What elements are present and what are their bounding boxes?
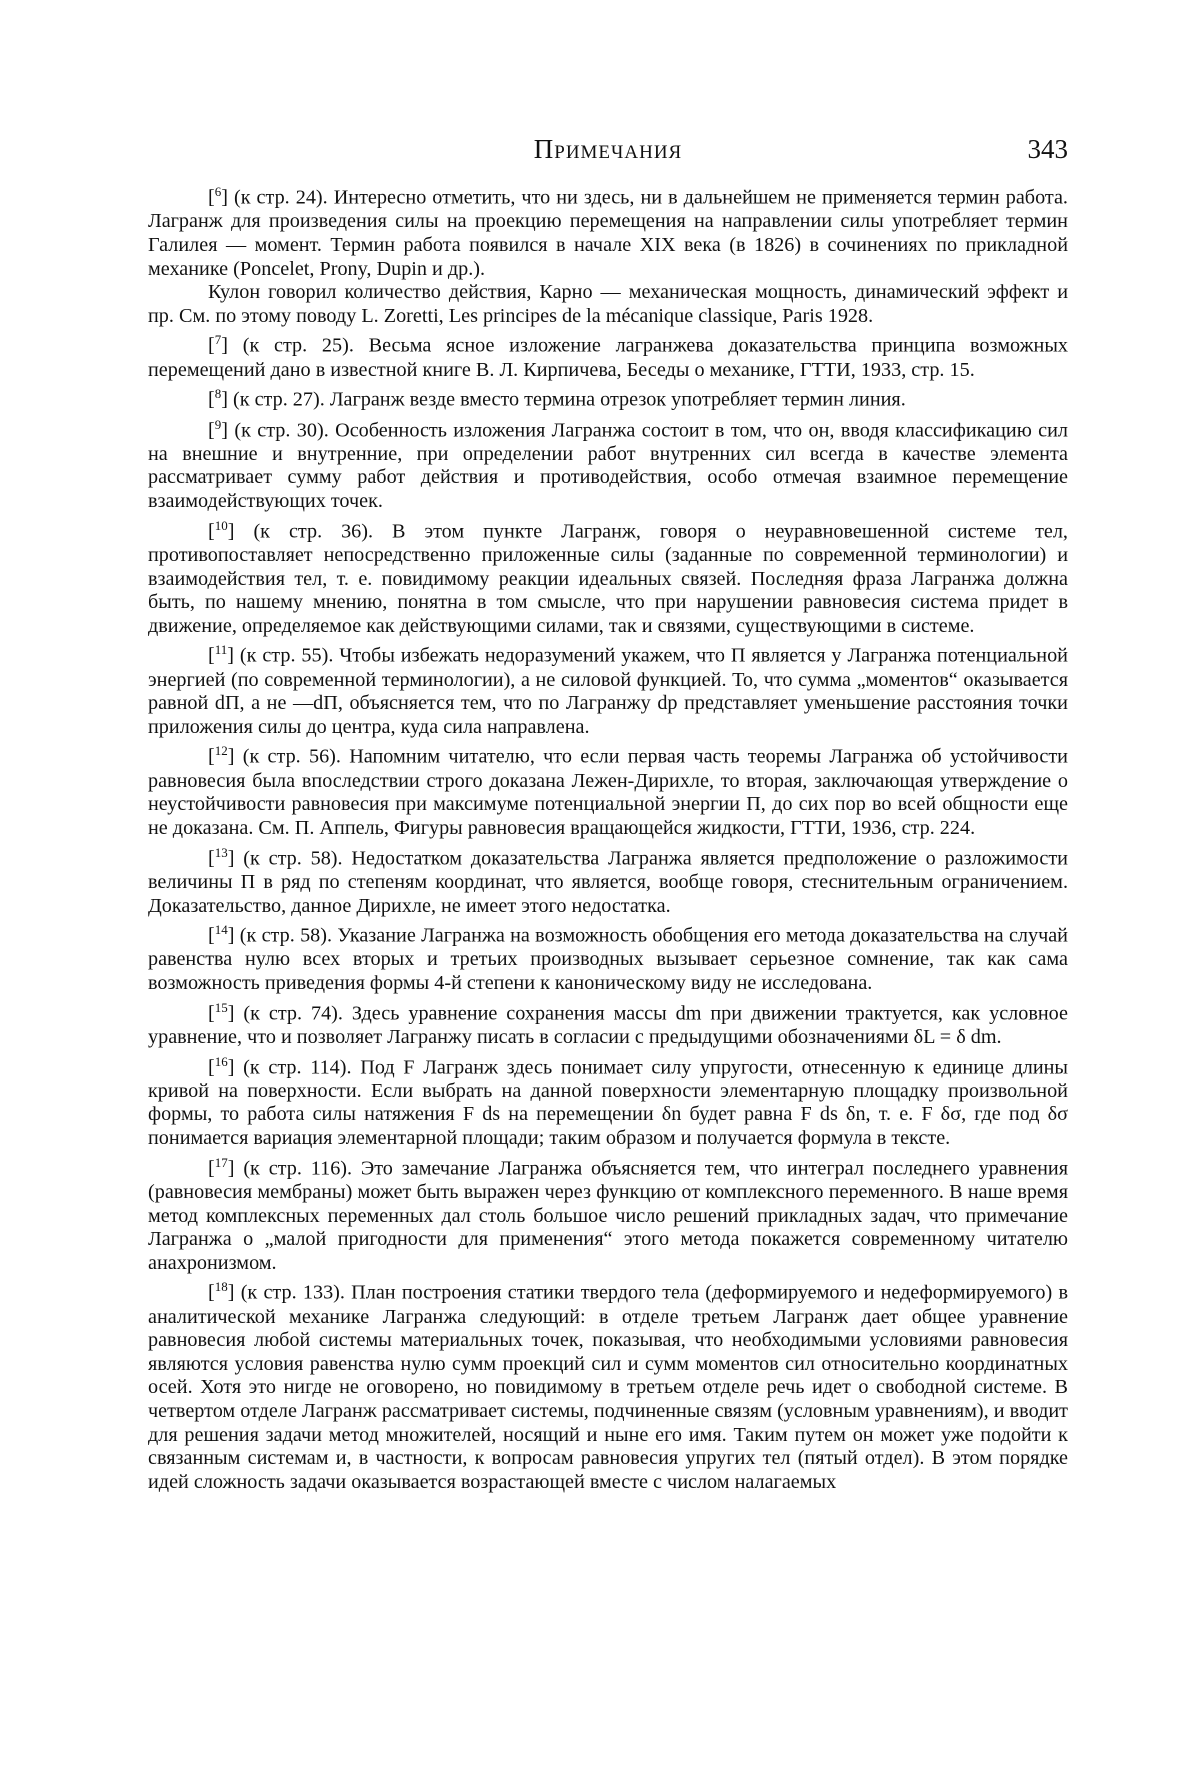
note-number: 15 bbox=[214, 999, 228, 1015]
running-title: Примечания bbox=[533, 134, 683, 164]
note-16: [$^{16}$] (к стр. 114). Под F Лагранж здесь понимает силу упругости, отнесенную к единице длины кривой на поверхности. Если выбрать на данной поверхности элементарную площадку произвольной формы, то работа силы натяжения F ds на перемещении δn будет равна F ds δn, т. е. F δσ, где под δσ понимается вариация элементарной площади; таким образом и получается формула в тексте. bbox=[148, 1053, 1068, 1150]
page bbox=[148, 120, 1068, 1494]
note-number: 8 bbox=[214, 386, 222, 402]
note-number: 13 bbox=[214, 844, 228, 860]
note-text: (к стр. 36). В этом пункте Лагранж, говоря о неуравновешенной системе тел, противопоставляет непосредственно приложенные силы (заданные по современной терминологии) и взаимодействия тел, т. е. повидимому реакции идеальных связей. Последняя фраза Лагранжа должна быть, по нашему мнению, понятна в том смысле, что при нарушении равновесия система придет в движение, определяемое как действующими силами, так и связями, существующими в системе. bbox=[148, 520, 1068, 637]
note-11: [$^{11}$] (к стр. 55). Чтобы избежать недоразумений укажем, что П является у Лагранжа потенциальной энергией (по современной терминологии), а не силовой функцией. То, что сумма „моментов“ оказывается равной dП, а не —dП, объясняется тем, что по Лагранжу dp представляет уменьшение расстояния точки приложения силы до центра, куда сила направлена. bbox=[148, 642, 1068, 738]
note-12: [$^{12}$] (к стр. 56). Напомним читателю, что если первая часть теоремы Лагранжа об устойчивости равновесия была впоследствии строго доказана Лежен-Дирихле, то вторая, заключающая утверждение о неустойчивости равновесия при максимуме потенциальной энергии П, до сих пор во всей общности еще не доказана. См. П. Аппель, Фигуры равновесия вращающейся жидкости, ГТТИ, 1936, стр. 224. bbox=[148, 743, 1068, 839]
note-number: 9 bbox=[214, 416, 222, 432]
note-7: [$^7$] (к стр. 25). Весьма ясное изложение лагранжева доказательства принципа возможных перемещений дано в известной книге В. Л. Кирпичева, Беседы о механике, ГТТИ, 1933, стр. 15. bbox=[148, 332, 1068, 381]
note-15: [$^{15}$] (к стр. 74). Здесь уравнение сохранения массы dm при движении трактуется, как условное уравнение, что и позволяет Лагранжу писать в согласии с предыдущими обозначениями δL = δ dm. bbox=[148, 999, 1068, 1048]
page-number: 343 bbox=[1027, 134, 1068, 164]
page-header bbox=[148, 120, 1068, 164]
note-14: [$^{14}$] (к стр. 58). Указание Лагранжа на возможность обобщения его метода доказательства на случай равенства нулю всех вторых и третьих производных вызывает серьезное сомнение, так как сама возможность приведения формы 4-й степени к каноническому виду не исследована. bbox=[148, 922, 1068, 995]
note-text: (к стр. 74). Здесь уравнение сохранения массы dm при движении трактуется, как условное уравнение, что и позволяет Лагранжу писать в согласии с предыдущими обозначениями δL = δ dm. bbox=[148, 1002, 1068, 1048]
note-17: [$^{17}$] (к стр. 116). Это замечание Лагранжа объясняется тем, что интеграл последнего уравнения (равновесия мембраны) может быть выражен через функцию от комплексного переменного. В наше время метод комплексных переменных дал столь большое число решений прикладных задач, что примечание Лагранжа о „малой пригодности для применения“ этого метода покажется современному читателю анахронизмом. bbox=[148, 1154, 1068, 1274]
note-8: [$^8$] (к стр. 27). Лагранж везде вместо термина отрезок употребляет термин линия. bbox=[208, 386, 906, 411]
note-text: (к стр. 133). План построения статики твердого тела (деформируемого и недеформируемого) в аналитической механике Лагранжа следующий: в отделе третьем Лагранж дает общее уравнение равновесия любой системы материальных точек, показывая, что необходимыми условиями равновесия являются условия равенства нулю сумм проекций сил и сумм моментов сил относительно координатных осей. Хотя это нигде не оговорено, но повидимому в третьем отделе речь идет о свободной системе. В четвертом отделе Лагранж рассматривает системы, подчиненные связям (условным уравнениям), и вводит для решения задачи метод множителей, носящий и ныне его имя. Таким путем он может уже подойти к связанным системам и, в частности, к вопросам равновесия упругих тел (пятый отдел). В этом порядке идей сложность задачи оказывается возрастающей вместе с числом налагаемых bbox=[148, 1282, 1068, 1493]
notes-list bbox=[148, 180, 1068, 1494]
note-text: Кулон говорил количество действия, Карно — механическая мощность, динамический эффект и пр. См. по этому поводу L. Zoretti, Les principes de la mécanique classique, Paris 1928. bbox=[148, 281, 1068, 327]
note-text: (к стр. 56). Напомним читателю, что если первая часть теоремы Лагранжа об устойчивости равновесия была впоследствии строго доказана Лежен-Дирихле, то вторая, заключающая утверждение о неустойчивости равновесия при максимуме потенциальной энергии П, до сих пор во всей общности еще не доказана. См. П. Аппель, Фигуры равновесия вращающейся жидкости, ГТТИ, 1936, стр. 224. bbox=[148, 746, 1068, 839]
note-number: 6 bbox=[214, 184, 222, 199]
note-number: 17 bbox=[214, 1154, 228, 1170]
note-number: 10 bbox=[214, 517, 228, 533]
note-text: (к стр. 55). Чтобы избежать недоразумений укажем, что П является у Лагранжа потенциальной энергией (по современной терминологии), а не силовой функцией. То, что сумма „моментов“ оказывается равной dП, а не —dП, объясняется тем, что по Лагранжу dp представляет уменьшение расстояния точки приложения силы до центра, куда сила направлена. bbox=[148, 645, 1068, 738]
note-number: 18 bbox=[214, 1279, 228, 1295]
note-number: 11 bbox=[214, 642, 228, 658]
note-text: (к стр. 58). Недостатком доказательства Лагранжа является предположение о разложимости величины П в ряд по степеням координат, что является, вообще говоря, стеснительным ограничением. Доказательство, данное Дирихле, не имеет этого недостатка. bbox=[148, 847, 1068, 917]
note-text: (к стр. 25). Весьма ясное изложение лагранжева доказательства принципа возможных перемещений дано в известной книге В. Л. Кирпичева, Беседы о механике, ГТТИ, 1933, стр. 15. bbox=[148, 335, 1068, 381]
note-6-continued bbox=[148, 281, 1068, 328]
note-number: 14 bbox=[214, 922, 228, 938]
note-text: (к стр. 24). Интересно отметить, что ни здесь, ни в дальнейшем не применяется термин работа. Лагранж для произведения силы на проекцию перемещения на направлении силы употребляет термин Галилея — момент. Термин работа появился в начале XIX века (в 1826) в сочинениях по прикладной механике (Poncelet, Prony, Dupin и др.). bbox=[148, 186, 1068, 280]
note-6: [$^6$] (к стр. 24). Интересно отметить, что ни здесь, ни в дальнейшем не применяется термин работа. Лагранж для произведения силы на проекцию перемещения на направлении силы употребляет термин Галилея — момент. Термин работа появился в начале XIX века (в 1826) в сочинениях по прикладной механике (Poncelet, Prony, Dupin и др.). bbox=[148, 184, 1068, 280]
note-10: [$^{10}$] (к стр. 36). В этом пункте Лагранж, говоря о неуравновешенной системе тел, противопоставляет непосредственно приложенные силы (заданные по современной терминологии) и взаимодействия тел, т. е. повидимому реакции идеальных связей. Последняя фраза Лагранжа должна быть, по нашему мнению, понятна в том смысле, что при нарушении равновесия система придет в движение, определяемое как действующими силами, так и связями, существующими в системе. bbox=[148, 517, 1068, 637]
note-number: 7 bbox=[214, 332, 222, 348]
note-text: (к стр. 114). Под F Лагранж здесь понимает силу упругости, отнесенную к единице длины кривой на поверхности. Если выбрать на данной поверхности элементарную площадку произвольной формы, то работа силы натяжения F ds на перемещении δn будет равна F ds δn, т. е. F δσ, где под δσ понимается вариация элементарной площади; таким образом и получается формула в тексте. bbox=[148, 1056, 1068, 1150]
note-18: [$^{18}$] (к стр. 133). План построения статики твердого тела (деформируемого и недеформируемого) в аналитической механике Лагранжа следующий: в отделе третьем Лагранж дает общее уравнение равновесия любой системы материальных точек, показывая, что необходимыми условиями равновесия являются условия равенства нулю сумм проекций сил и сумм моментов сил относительно координатных осей. Хотя это нигде не оговорено, но повидимому в третьем отделе речь идет о свободной системе. В четвертом отделе Лагранж рассматривает системы, подчиненные связям (условным уравнениям), и вводит для решения задачи метод множителей, носящий и ныне его имя. Таким путем он может уже подойти к связанным системам и, в частности, к вопросам равновесия упругих тел (пятый отдел). В этом порядке идей сложность задачи оказывается возрастающей вместе с числом налагаемых bbox=[148, 1279, 1068, 1493]
note-text: (к стр. 27). Лагранж везде вместо термина отрезок употребляет термин линия. bbox=[233, 388, 906, 411]
note-13: [$^{13}$] (к стр. 58). Недостатком доказательства Лагранжа является предположение о разложимости величины П в ряд по степеням координат, что является, вообще говоря, стеснительным ограничением. Доказательство, данное Дирихле, не имеет этого недостатка. bbox=[148, 844, 1068, 917]
note-text: (к стр. 116). Это замечание Лагранжа объясняется тем, что интеграл последнего уравнения (равновесия мембраны) может быть выражен через функцию от комплексного переменного. В наше время метод комплексных переменных дал столь большое число решений прикладных задач, что примечание Лагранжа о „малой пригодности для применения“ этого метода покажется современному читателю анахронизмом. bbox=[148, 1157, 1068, 1274]
note-text: (к стр. 30). Особенность изложения Лагранжа состоит в том, что он, вводя классификацию сил на внешние и внутренние, при определении работ внутренних сил всегда в качестве элемента рассматривает сумму работ действия и противодействия, особо отмечая взаимное перемещение взаимодействующих точек. bbox=[148, 419, 1068, 513]
note-9: [$^9$] (к стр. 30). Особенность изложения Лагранжа состоит в том, что он, вводя классификацию сил на внешние и внутренние, при определении работ внутренних сил всегда в качестве элемента рассматривает сумму работ действия и противодействия, особо отмечая взаимное перемещение взаимодействующих точек. bbox=[148, 416, 1068, 513]
note-number: 16 bbox=[214, 1053, 228, 1069]
note-text: (к стр. 58). Указание Лагранжа на возможность обобщения его метода доказательства на случай равенства нулю всех вторых и третьих производных вызывает серьезное сомнение, так как сама возможность приведения формы 4-й степени к каноническому виду не исследована. bbox=[148, 924, 1068, 995]
note-number: 12 bbox=[214, 743, 228, 759]
